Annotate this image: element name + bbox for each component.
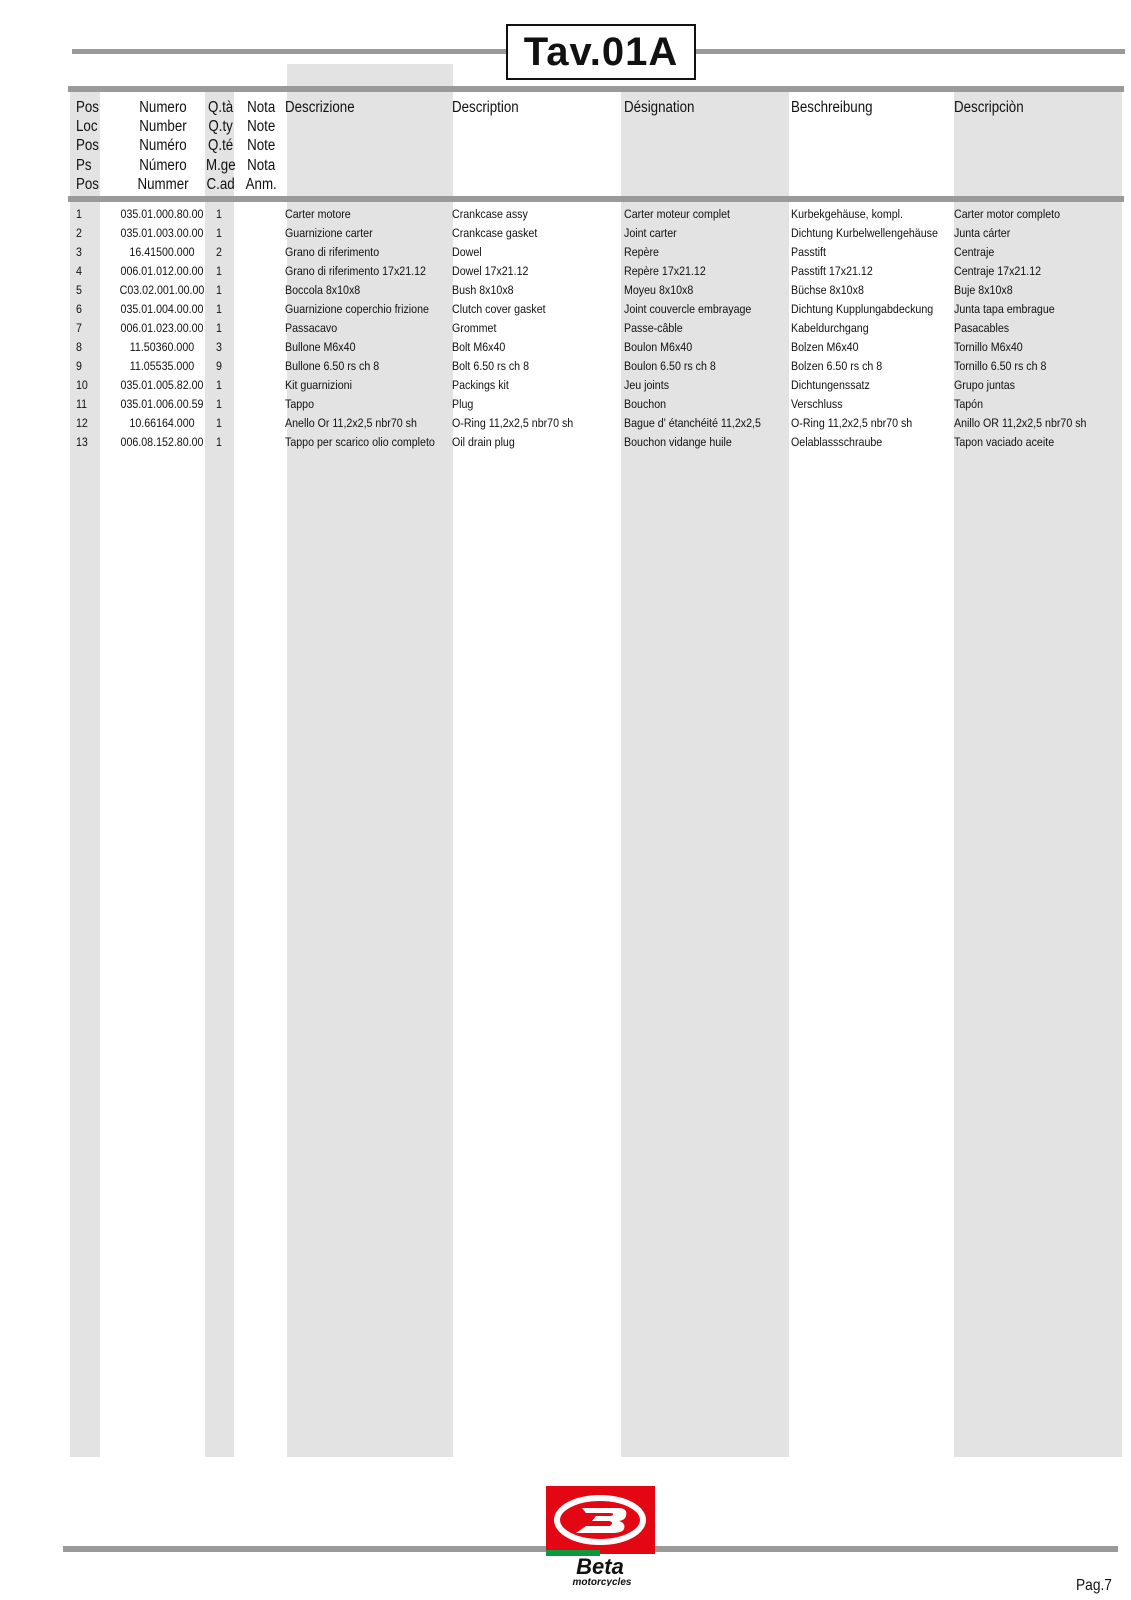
row-description-es: Tapon vaciado aceite — [954, 435, 1055, 449]
row-pos: 6 — [76, 302, 82, 316]
row-quantity: 1 — [216, 283, 222, 297]
row-quantity: 1 — [216, 378, 222, 392]
row-description-fr: Boulon M6x40 — [624, 340, 693, 354]
row-part-number: 006.08.152.80.00 — [120, 435, 204, 449]
row-quantity: 1 — [216, 207, 222, 221]
top-rule-left — [72, 49, 508, 54]
beta-logo — [546, 1486, 655, 1586]
row-description-en: Plug — [452, 397, 474, 411]
row-pos: 11 — [76, 397, 88, 411]
row-description-es: Anillo OR 11,2x2,5 nbr70 sh — [954, 416, 1087, 430]
row-description-de: Verschluss — [791, 397, 843, 411]
header-spanish: Descripciòn — [954, 99, 1024, 116]
row-description-en: Bolt M6x40 — [452, 340, 506, 354]
row-description-de: Bolzen M6x40 — [791, 340, 859, 354]
row-part-number: 035.01.000.80.00 — [120, 207, 204, 221]
row-description-de: Dichtung Kurbelwellengehäuse — [791, 226, 938, 240]
row-pos: 13 — [76, 435, 88, 449]
header-qty: Q.tà Q.ty Q.té M.ge C.ad — [206, 99, 236, 193]
page-number: Pag.7 — [1076, 1577, 1112, 1594]
row-pos: 10 — [76, 378, 88, 392]
row-description-de: O-Ring 11,2x2,5 nbr70 sh — [791, 416, 913, 430]
row-description-de: Oelablassschraube — [791, 435, 883, 449]
row-description-it: Tappo per scarico olio completo — [285, 435, 435, 449]
row-part-number: 006.01.012.00.00 — [120, 264, 204, 278]
row-description-fr: Repère 17x21.12 — [624, 264, 706, 278]
row-description-fr: Jeu joints — [624, 378, 670, 392]
table-row — [0, 300, 1131, 319]
row-description-de: Passtift — [791, 245, 826, 259]
row-description-it: Guarnizione coperchio frizione — [285, 302, 429, 316]
row-part-number: 035.01.006.00.59 — [120, 397, 204, 411]
row-description-en: Crankcase gasket — [452, 226, 538, 240]
row-part-number: 11.50360.000 — [129, 340, 195, 354]
row-quantity: 3 — [216, 340, 222, 354]
row-description-fr: Carter moteur complet — [624, 207, 731, 221]
row-description-en: Packings kit — [452, 378, 509, 392]
row-description-it: Grano di riferimento — [285, 245, 380, 259]
table-row — [0, 395, 1131, 414]
row-description-fr: Boulon 6.50 rs ch 8 — [624, 359, 716, 373]
table-row — [0, 281, 1131, 300]
row-description-es: Centraje — [954, 245, 995, 259]
table-row — [0, 262, 1131, 281]
row-description-fr: Passe-câble — [624, 321, 683, 335]
table-row — [0, 224, 1131, 243]
row-description-en: Dowel 17x21.12 — [452, 264, 529, 278]
row-pos: 2 — [76, 226, 82, 240]
row-quantity: 1 — [216, 264, 222, 278]
row-description-de: Kabeldurchgang — [791, 321, 869, 335]
row-part-number: 035.01.004.00.00 — [120, 302, 204, 316]
row-description-fr: Repère — [624, 245, 659, 259]
logo-brand-text: Beta — [576, 1554, 624, 1579]
row-description-es: Grupo juntas — [954, 378, 1016, 392]
row-quantity: 9 — [216, 359, 222, 373]
row-description-es: Tornillo M6x40 — [954, 340, 1023, 354]
row-description-es: Tornillo 6.50 rs ch 8 — [954, 359, 1047, 373]
table-row — [0, 433, 1131, 452]
row-description-de: Büchse 8x10x8 — [791, 283, 864, 297]
row-description-de: Dichtungenssatz — [791, 378, 870, 392]
row-description-it: Bullone M6x40 — [285, 340, 356, 354]
header-number: Numero Number Numéro Número Nummer — [137, 99, 189, 193]
header-bottom-rule — [68, 196, 1124, 202]
row-description-it: Kit guarnizioni — [285, 378, 352, 392]
header-english: Description — [452, 99, 519, 116]
row-description-es: Pasacables — [954, 321, 1010, 335]
row-pos: 5 — [76, 283, 82, 297]
row-description-it: Grano di riferimento 17x21.12 — [285, 264, 426, 278]
row-description-fr: Joint carter — [624, 226, 677, 240]
row-description-it: Bullone 6.50 rs ch 8 — [285, 359, 380, 373]
row-quantity: 1 — [216, 416, 222, 430]
row-pos: 12 — [76, 416, 88, 430]
row-description-en: O-Ring 11,2x2,5 nbr70 sh — [452, 416, 574, 430]
row-quantity: 1 — [216, 226, 222, 240]
row-part-number: 006.01.023.00.00 — [120, 321, 204, 335]
row-pos: 8 — [76, 340, 82, 354]
row-description-es: Junta cárter — [954, 226, 1011, 240]
row-description-fr: Bague d' étanchéité 11,2x2,5 — [624, 416, 761, 430]
header-german: Beschreibung — [791, 99, 873, 116]
row-part-number: 16.41500.000 — [129, 245, 195, 259]
row-description-it: Tappo — [285, 397, 315, 411]
row-description-en: Bolt 6.50 rs ch 8 — [452, 359, 530, 373]
row-part-number: 035.01.003.00.00 — [120, 226, 204, 240]
row-pos: 3 — [76, 245, 82, 259]
row-description-fr: Joint couvercle embrayage — [624, 302, 752, 316]
row-part-number: 10.66164.000 — [129, 416, 195, 430]
row-description-es: Tapón — [954, 397, 984, 411]
row-description-en: Oil drain plug — [452, 435, 515, 449]
row-description-en: Bush 8x10x8 — [452, 283, 514, 297]
row-description-it: Boccola 8x10x8 — [285, 283, 361, 297]
row-pos: 9 — [76, 359, 82, 373]
table-row — [0, 243, 1131, 262]
row-description-de: Bolzen 6.50 rs ch 8 — [791, 359, 883, 373]
row-description-es: Buje 8x10x8 — [954, 283, 1013, 297]
row-pos: 1 — [76, 207, 82, 221]
row-description-es: Centraje 17x21.12 — [954, 264, 1042, 278]
page-title: Tav.01A — [506, 24, 696, 80]
row-description-en: Crankcase assy — [452, 207, 528, 221]
row-description-it: Guarnizione carter — [285, 226, 373, 240]
header-pos: Pos Loc Pos Ps Pos — [76, 99, 99, 193]
logo-brand-sub: motorcycles — [572, 1577, 632, 1586]
row-description-it: Anello Or 11,2x2,5 nbr70 sh — [285, 416, 417, 430]
row-quantity: 2 — [216, 245, 222, 259]
header-top-rule — [68, 86, 1124, 92]
row-part-number: 11.05535.000 — [129, 359, 195, 373]
row-quantity: 1 — [216, 321, 222, 335]
top-rule-right — [692, 49, 1125, 54]
row-pos: 7 — [76, 321, 82, 335]
row-description-it: Carter motore — [285, 207, 351, 221]
header-french: Désignation — [624, 99, 695, 116]
row-description-es: Carter motor completo — [954, 207, 1061, 221]
row-description-en: Grommet — [452, 321, 497, 335]
table-row — [0, 357, 1131, 376]
table-row — [0, 319, 1131, 338]
row-description-fr: Bouchon — [624, 397, 667, 411]
row-quantity: 1 — [216, 302, 222, 316]
row-description-fr: Bouchon vidange huile — [624, 435, 732, 449]
table-row — [0, 338, 1131, 357]
header-note: Nota Note Note Nota Anm. — [245, 99, 277, 193]
row-description-it: Passacavo — [285, 321, 338, 335]
row-part-number: 035.01.005.82.00 — [120, 378, 204, 392]
row-quantity: 1 — [216, 435, 222, 449]
row-description-en: Dowel — [452, 245, 482, 259]
row-description-en: Clutch cover gasket — [452, 302, 546, 316]
table-row — [0, 376, 1131, 395]
row-description-de: Kurbekgehäuse, kompl. — [791, 207, 903, 221]
row-description-fr: Moyeu 8x10x8 — [624, 283, 694, 297]
row-description-de: Passtift 17x21.12 — [791, 264, 873, 278]
table-row — [0, 205, 1131, 224]
row-description-de: Dichtung Kupplungabdeckung — [791, 302, 934, 316]
row-pos: 4 — [76, 264, 82, 278]
table-row — [0, 414, 1131, 433]
header-italian: Descrizione — [285, 99, 355, 116]
row-part-number: C03.02.001.00.00 — [119, 283, 205, 297]
row-description-es: Junta tapa embrague — [954, 302, 1055, 316]
row-quantity: 1 — [216, 397, 222, 411]
